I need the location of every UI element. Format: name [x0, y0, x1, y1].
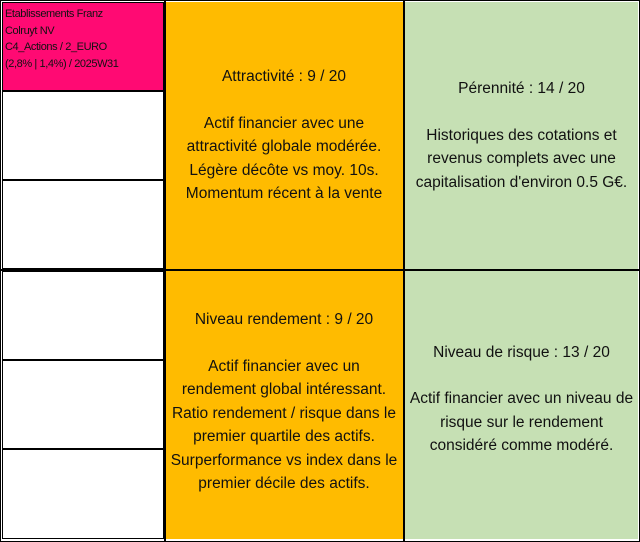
- rendement-title: Niveau rendement : 9 / 20: [194, 311, 374, 329]
- perennite-text-line: revenus complets avec une: [427, 150, 616, 167]
- attractivite-text-line: Actif financier avec une: [203, 114, 365, 132]
- rendement-text-line: Surperformance vs index dans le: [170, 451, 398, 469]
- rendement-text-line: premier quartile des actifs.: [193, 428, 375, 446]
- empty-cell[interactable]: [2, 180, 164, 269]
- attractivite-cell[interactable]: [165, 2, 403, 269]
- rendement-text-line: Ratio rendement / risque dans le: [171, 404, 397, 422]
- empty-cell[interactable]: [2, 91, 164, 180]
- empty-cell[interactable]: [2, 360, 164, 449]
- risque-cell[interactable]: [405, 271, 638, 539]
- attractivite-text-line: Momentum récent à la vente: [185, 185, 383, 203]
- risque-text-line: considéré comme modéré.: [429, 437, 614, 454]
- grid-divider: [1, 269, 639, 271]
- perennite-text-line: Historiques des cotations et: [426, 126, 617, 144]
- attractivite-text-line: Légère décôte vs moy. 10s.: [189, 161, 379, 179]
- rendement-text-line: rendement global intéressant.: [181, 381, 387, 399]
- grid-divider: [164, 1, 166, 541]
- perennite-title: Pérennité : 14 / 20: [458, 80, 585, 97]
- empty-cell[interactable]: [2, 271, 164, 360]
- company-name: Etablissements Franz: [5, 8, 103, 20]
- empty-cell[interactable]: [2, 449, 164, 539]
- rendement-text-line: premier décile des actifs.: [198, 475, 370, 493]
- perennite-text-line: capitalisation d'environ 0.5 G€.: [415, 173, 628, 191]
- asset-header-cell[interactable]: [2, 2, 164, 91]
- perennite-cell[interactable]: [405, 2, 638, 269]
- yield-week: (2,8% | 1,4%) / 2025W31: [5, 57, 119, 70]
- rendement-cell[interactable]: [165, 271, 403, 539]
- rendement-text-line: Actif financier avec un: [208, 357, 360, 375]
- grid-divider: [403, 1, 405, 541]
- attractivite-title: Attractivité : 9 / 20: [221, 68, 347, 86]
- risque-text-line: Actif financier avec un niveau de: [409, 390, 634, 407]
- attractivite-text-line: attractivité globale modérée.: [186, 138, 382, 156]
- risque-text-line: risque sur le rendement: [440, 413, 603, 431]
- company-alt-name: Colruyt NV: [5, 24, 55, 37]
- risque-title: Niveau de risque : 13 / 20: [433, 343, 610, 361]
- asset-class: C4_Actions / 2_EURO: [5, 41, 107, 53]
